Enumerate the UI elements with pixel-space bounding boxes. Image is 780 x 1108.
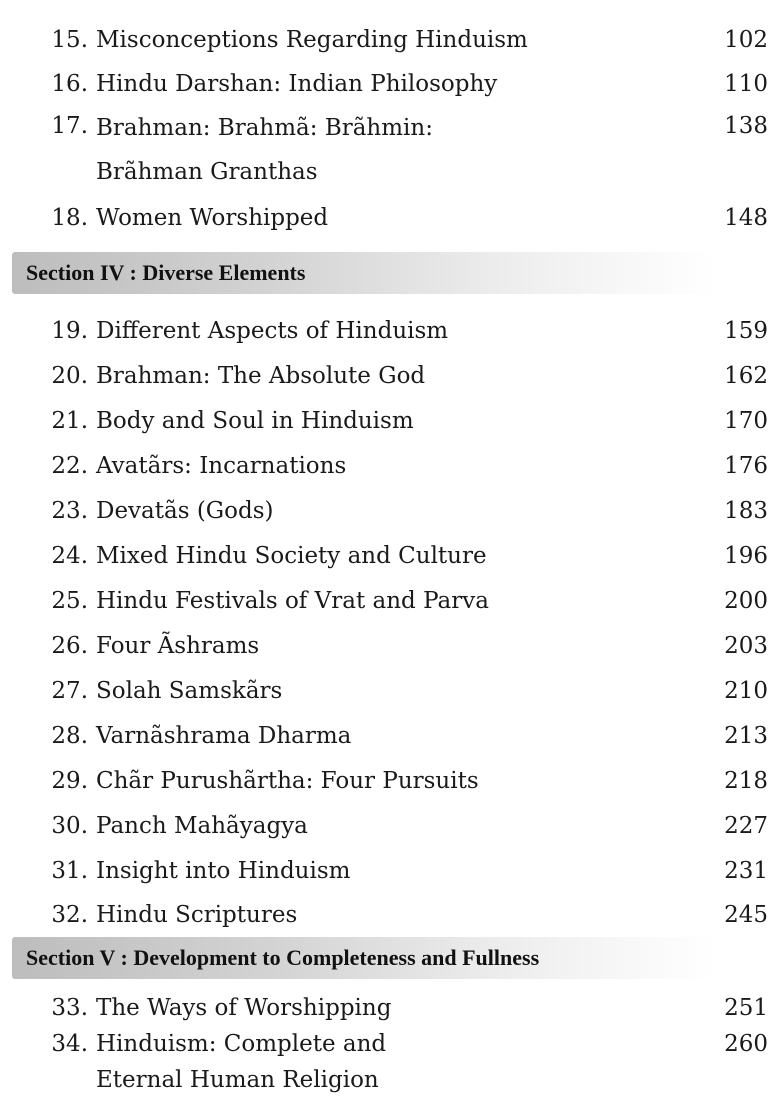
entry-number: 24. bbox=[51, 543, 88, 569]
toc-entry-26[interactable] bbox=[0, 626, 780, 666]
entry-page: 231 bbox=[724, 858, 768, 884]
entry-number: 15. bbox=[51, 27, 88, 53]
entry-title: Brahman: The Absolute God bbox=[96, 363, 426, 389]
entry-number: 19. bbox=[51, 318, 88, 344]
section-title: Section IV : Diverse Elements bbox=[26, 260, 306, 285]
entry-page: 170 bbox=[724, 408, 768, 434]
entry-title: The Ways of Worshipping bbox=[96, 995, 392, 1021]
entry-number: 17. bbox=[51, 113, 88, 139]
entry-number: 22. bbox=[51, 453, 88, 479]
entry-title: Panch Mahãyagya bbox=[96, 813, 308, 839]
entry-title: Hindu Festivals of Vrat and Parva bbox=[96, 588, 489, 614]
entry-title: Four Ãshrams bbox=[96, 633, 260, 659]
toc-entry-28[interactable] bbox=[0, 716, 780, 756]
toc-entry-21[interactable] bbox=[0, 401, 780, 441]
entry-title: Hindu Darshan: Indian Philosophy bbox=[96, 71, 498, 97]
entry-number: 26. bbox=[51, 633, 88, 659]
entry-title: Varnãshrama Dharma bbox=[96, 723, 352, 749]
entry-number: 18. bbox=[51, 205, 88, 231]
entry-number: 34. bbox=[51, 1031, 88, 1057]
entry-title: Hinduism: Complete and Eternal Human Religion bbox=[96, 1031, 387, 1093]
entry-page: 176 bbox=[724, 453, 768, 479]
entry-number: 27. bbox=[51, 678, 88, 704]
entry-title: Devatãs (Gods) bbox=[96, 498, 274, 524]
entry-page: 102 bbox=[724, 27, 768, 53]
toc-entry-27[interactable] bbox=[0, 671, 780, 711]
entry-number: 23. bbox=[51, 498, 88, 524]
toc-entry-18[interactable] bbox=[0, 198, 780, 238]
section-iv-header bbox=[12, 252, 752, 294]
entry-page: 203 bbox=[724, 633, 768, 659]
entry-number: 32. bbox=[51, 902, 88, 928]
entry-page: 162 bbox=[724, 363, 768, 389]
toc-entry-24[interactable] bbox=[0, 536, 780, 576]
entry-page: 200 bbox=[724, 588, 768, 614]
toc-entry-34[interactable] bbox=[0, 1026, 780, 1106]
section-v-header bbox=[12, 937, 752, 979]
entry-title: Insight into Hinduism bbox=[96, 858, 351, 884]
entry-page: 110 bbox=[724, 71, 768, 97]
toc-entry-20[interactable] bbox=[0, 356, 780, 396]
entry-title: Body and Soul in Hinduism bbox=[96, 408, 414, 434]
entry-number: 21. bbox=[51, 408, 88, 434]
toc-entry-32[interactable] bbox=[0, 895, 780, 935]
entry-title: Different Aspects of Hinduism bbox=[96, 318, 449, 344]
toc-entry-16[interactable] bbox=[0, 64, 780, 104]
entry-page: 227 bbox=[724, 813, 768, 839]
toc-entry-23[interactable] bbox=[0, 491, 780, 531]
entry-number: 31. bbox=[51, 858, 88, 884]
entry-number: 28. bbox=[51, 723, 88, 749]
section-title: Section V : Development to Completeness and Fullness bbox=[26, 945, 540, 970]
entry-page: 138 bbox=[724, 113, 768, 139]
entry-title: Mixed Hindu Society and Culture bbox=[96, 543, 487, 569]
entry-title: Women Worshipped bbox=[96, 205, 329, 231]
entry-title: Brahman: Brahmã: Brãhmin: Brãhman Granthas bbox=[96, 115, 433, 185]
entry-number: 30. bbox=[51, 813, 88, 839]
toc-entry-22[interactable] bbox=[0, 446, 780, 486]
toc-entry-30[interactable] bbox=[0, 806, 780, 846]
entry-page: 183 bbox=[724, 498, 768, 524]
entry-page: 245 bbox=[724, 902, 768, 928]
entry-title: Solah Samskãrs bbox=[96, 678, 283, 704]
entry-number: 16. bbox=[51, 71, 88, 97]
toc-entry-33[interactable] bbox=[0, 988, 780, 1028]
entry-number: 20. bbox=[51, 363, 88, 389]
entry-page: 148 bbox=[724, 205, 768, 231]
entry-page: 196 bbox=[724, 543, 768, 569]
entry-page: 159 bbox=[724, 318, 768, 344]
toc-entry-17[interactable] bbox=[0, 106, 780, 186]
entry-page: 210 bbox=[724, 678, 768, 704]
entry-number: 33. bbox=[51, 995, 88, 1021]
entry-page: 251 bbox=[724, 995, 768, 1021]
entry-number: 29. bbox=[51, 768, 88, 794]
entry-page: 213 bbox=[724, 723, 768, 749]
entry-title: Avatãrs: Incarnations bbox=[96, 453, 347, 479]
toc-entry-19[interactable] bbox=[0, 311, 780, 351]
entry-title: Misconceptions Regarding Hinduism bbox=[96, 27, 528, 53]
entry-number: 25. bbox=[51, 588, 88, 614]
toc-entry-25[interactable] bbox=[0, 581, 780, 621]
entry-page: 218 bbox=[724, 768, 768, 794]
toc-entry-31[interactable] bbox=[0, 851, 780, 891]
entry-title: Chãr Purushãrtha: Four Pursuits bbox=[96, 768, 479, 794]
toc-entry-15[interactable] bbox=[0, 20, 780, 60]
toc-entry-29[interactable] bbox=[0, 761, 780, 801]
entry-title: Hindu Scriptures bbox=[96, 902, 298, 928]
entry-page: 260 bbox=[724, 1031, 768, 1057]
